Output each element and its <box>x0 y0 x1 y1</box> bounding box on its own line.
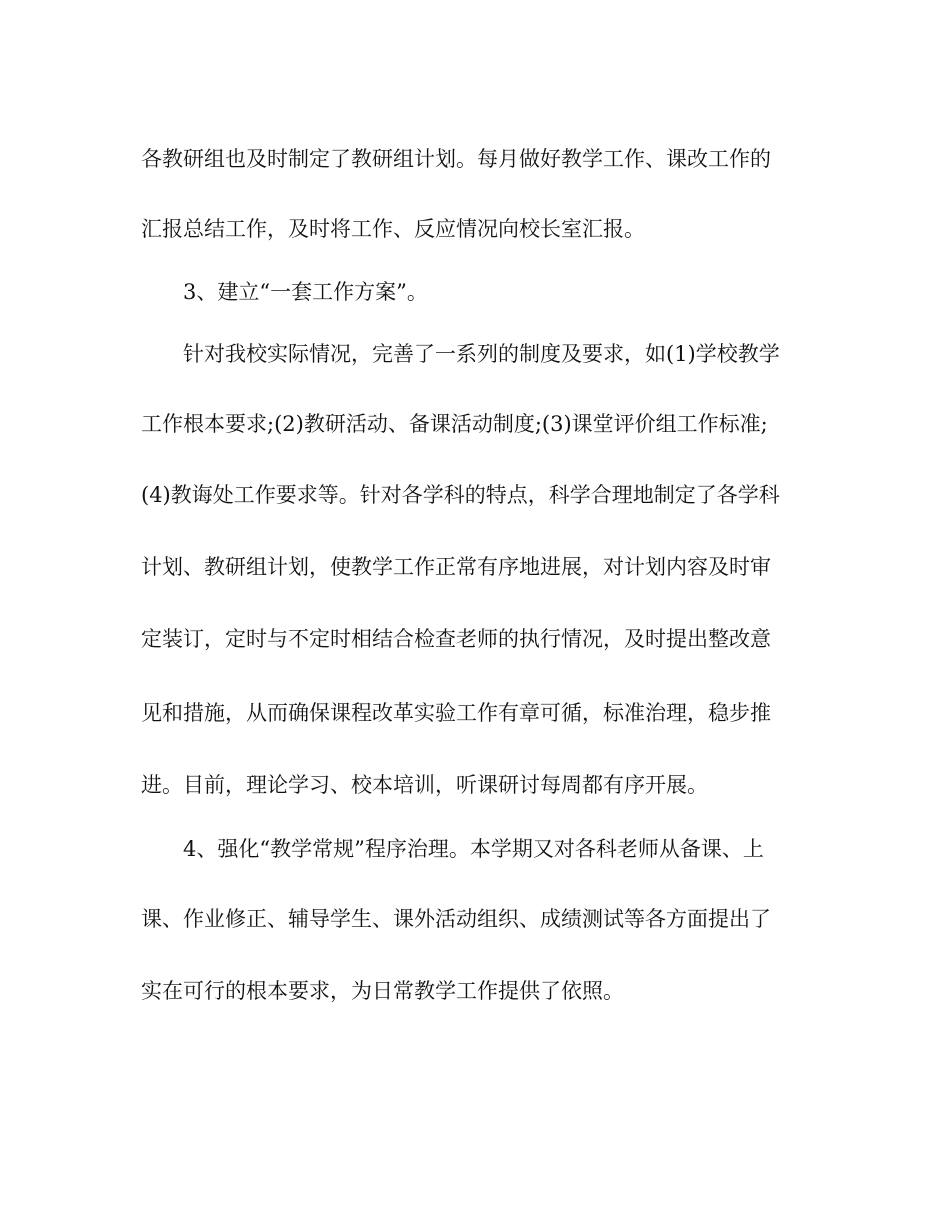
text-line: 汇报总结工作，及时将工作、反应情况向校长室汇报。 <box>141 217 645 241</box>
text-line: 计划、教研组计划，使教学工作正常有序地进展，对计划内容及时审 <box>141 555 771 579</box>
text-line: 进。目前，理论学习、校本培训，听课研讨每周都有序开展。 <box>141 773 708 797</box>
text-line: 实在可行的根本要求，为日常教学工作提供了依照。 <box>141 979 624 1003</box>
text-line: (4)教诲处工作要求等。针对各学科的特点，科学合理地制定了各学科 <box>141 483 780 507</box>
text-line: 见和措施，从而确保课程改革实验工作有章可循，标准治理，稳步推 <box>141 701 771 725</box>
text-line: 工作根本要求;(2)教研活动、备课活动制度;(3)课堂评价组工作标准; <box>141 412 768 436</box>
section-heading-3: 3、建立“一套工作方案”。 <box>183 280 428 304</box>
text-line: 针对我校实际情况，完善了一系列的制度及要求，如(1)学校教学 <box>183 342 780 366</box>
text-line: 定装订，定时与不定时相结合检查老师的执行情况，及时提出整改意 <box>141 627 771 651</box>
text-line: 课、作业修正、辅导学生、课外活动组织、成绩测试等各方面提出了 <box>141 907 771 931</box>
text-line: 各教研组也及时制定了教研组计划。每月做好教学工作、课改工作的 <box>141 147 771 171</box>
section-heading-4: 4、强化“教学常规”程序治理。本学期又对各科老师从备课、上 <box>183 837 764 861</box>
